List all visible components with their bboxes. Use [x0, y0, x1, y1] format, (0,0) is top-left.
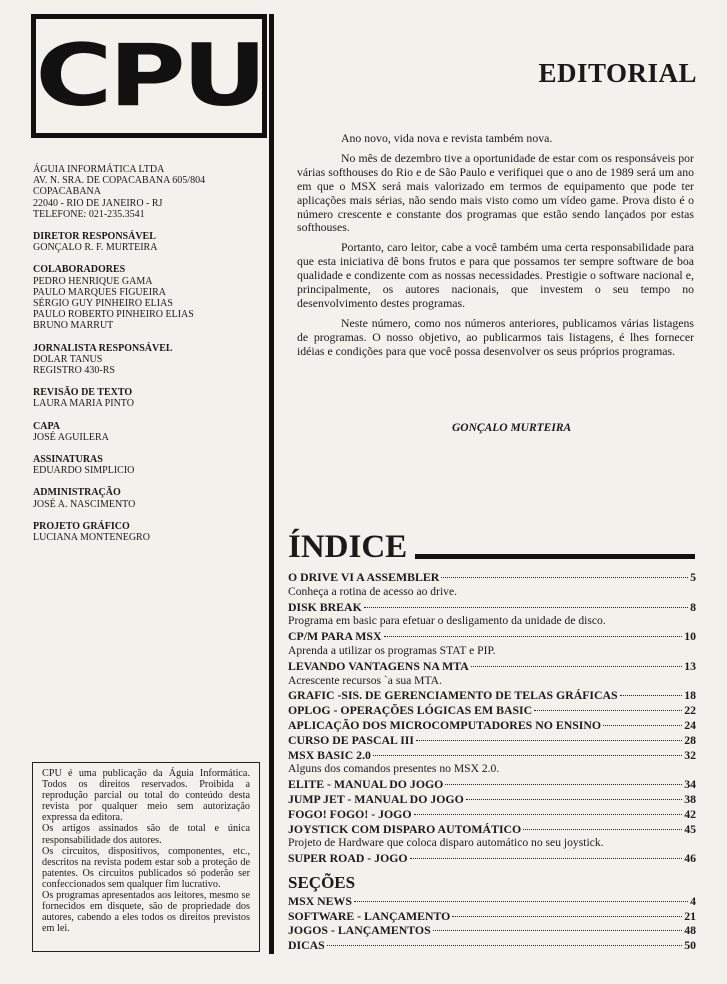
page-number: 8 [690, 599, 696, 614]
role-name: JOSÉ A. NASCIMENTO [33, 498, 136, 510]
logo-box [31, 14, 267, 138]
dot-leader [410, 858, 683, 859]
dot-leader [373, 755, 682, 756]
section-entry[interactable] [288, 923, 696, 938]
entry-title: MSX NEWS [288, 893, 352, 908]
role-name: SÉRGIO GUY PINHEIRO ELIAS [33, 298, 173, 310]
dot-leader [384, 636, 683, 637]
staff-role [33, 264, 261, 331]
editorial-paragraph: Neste número, como nos números anteriores, publicamos várias listagens de programas. O nosso objetivo, ao publicarmos tais listagens, é lhes fornecer idéias e condições para que você possa desenvolver os seus próprios programas. [297, 315, 694, 358]
page-number: 5 [690, 570, 696, 584]
editorial-signature: GONÇALO MURTEIRA [452, 422, 572, 434]
sections-list [288, 894, 696, 953]
index-entry[interactable] [288, 748, 696, 763]
role-name: BRUNO MARRUT [33, 320, 114, 332]
dot-leader [364, 607, 688, 608]
index-entry[interactable] [288, 792, 696, 807]
dot-leader [523, 829, 682, 830]
editorial-paragraph: No mês de dezembro tive a oportunidade de estar com os responsáveis por várias softhouses do Rio e de São Paulo e verifiquei que o ano de 1989 será um ano em que o MSX será mais valorizado em termos de equipamento que pode ter aplicações mais sérias, não sendo mais visto como um vídeo game. Prova disto é o número crescente e constante dos programas que estão sendo lançados por estas softhouses. [297, 150, 694, 235]
entry-title: DICAS [288, 938, 325, 953]
page-number: 22 [684, 703, 696, 718]
page-number: 13 [684, 658, 696, 673]
legal-notice [32, 762, 260, 952]
section-entry[interactable] [288, 938, 696, 953]
page-number: 50 [684, 938, 696, 953]
dot-leader [471, 666, 682, 667]
publisher-line: COPACABANA [33, 186, 101, 198]
entry-title: SOFTWARE - LANÇAMENTO [288, 908, 451, 923]
role-name: LAURA MARIA PINTO [33, 398, 134, 410]
section-entry[interactable] [288, 909, 696, 924]
dot-leader [603, 725, 682, 726]
entry-title: CP/M PARA MSX [288, 629, 382, 644]
vertical-divider [269, 14, 274, 954]
entry-description: Acrescente recursos `a sua MTA. [288, 673, 442, 687]
editorial-paragraph: Portanto, caro leitor, cabe a você também uma certa responsabilidade para que esta iniciativa dê bons frutos e para que possamos ter sempre software de boa qualidade e condizente com as nossas necessidades. Prestigie o software nacional e, principalmente, os autores nacionais, que investem o seu tempo no desenvolvimento destes programas. [297, 240, 694, 310]
dot-leader [354, 901, 688, 902]
role-heading: ASSINATURAS [33, 454, 103, 466]
entry-title: LEVANDO VANTAGENS NA MTA [288, 658, 469, 673]
role-name: GONÇALO R. F. MURTEIRA [33, 242, 158, 254]
publisher-line: 22040 - RIO DE JANEIRO - RJ [33, 197, 163, 209]
cpu-logo: CPU [34, 26, 264, 126]
dot-leader [414, 814, 683, 815]
staff-role [33, 487, 261, 509]
staff-role [33, 343, 261, 377]
entry-description: Aprenda a utilizar os programas STAT e PIP. [288, 643, 496, 657]
index-entry[interactable] [288, 703, 696, 718]
legal-paragraph: Os circuitos, dispositivos, componentes, etc., descritos na revista podem estar sob a proteção de patentes. Os circuitos publicados só poderão ser confeccionados sem qualquer fim lucrativo. [42, 845, 250, 890]
staff-role [33, 521, 261, 543]
index-list [288, 570, 696, 866]
role-name: PEDRO HENRIQUE GAMA [33, 275, 153, 287]
page-number: 32 [684, 747, 696, 762]
index-header [288, 528, 695, 564]
role-heading: REVISÃO DE TEXTO [33, 387, 133, 399]
editorial-title: EDITORIAL [538, 58, 697, 88]
role-heading: COLABORADORES [33, 264, 126, 276]
staff-role [33, 231, 261, 253]
index-entry[interactable] [288, 688, 696, 703]
role-name: EDUARDO SIMPLICIO [33, 465, 135, 477]
entry-title: ELITE - MANUAL DO JOGO [288, 777, 444, 792]
entry-title: JOYSTICK COM DISPARO AUTOMÁTICO [288, 821, 522, 836]
legal-paragraph: Os artigos assinados são de total e única responsabilidade dos autores. [42, 823, 250, 846]
staff-role [33, 387, 261, 409]
role-name: PAULO MARQUES FIGUEIRA [33, 286, 166, 298]
index-title: ÍNDICE [288, 529, 408, 565]
publisher-line: AV. N. SRA. DE COPACABANA 605/804 [33, 175, 206, 187]
publisher-line: ÁGUIA INFORMÁTICA LTDA [33, 164, 165, 175]
entry-title: JUMP JET - MANUAL DO JOGO [288, 791, 464, 806]
index-rule [415, 554, 695, 559]
entry-title: MSX BASIC 2.0 [288, 747, 371, 762]
page-number: 45 [684, 821, 696, 836]
dot-leader [433, 930, 683, 931]
dot-leader [534, 710, 682, 711]
index-entry[interactable] [288, 570, 696, 585]
role-name: REGISTRO 430-RS [33, 365, 115, 377]
page-number: 48 [684, 923, 696, 938]
page-number: 4 [690, 893, 696, 908]
page-number: 46 [684, 851, 696, 866]
page-number: 24 [684, 717, 696, 732]
index-entry[interactable] [288, 659, 696, 674]
page-number: 42 [684, 806, 696, 821]
dot-leader [327, 945, 682, 946]
editorial-body [297, 132, 694, 365]
role-name: PAULO ROBERTO PINHEIRO ELIAS [33, 309, 194, 321]
entry-title: GRAFIC -SIS. DE GERENCIAMENTO DE TELAS GRÁFICAS [288, 688, 618, 703]
dot-leader [441, 577, 688, 578]
entry-title: DISK BREAK [288, 599, 362, 614]
page-number: 28 [684, 732, 696, 747]
dot-leader [466, 799, 682, 800]
entry-title: JOGOS - LANÇAMENTOS [288, 923, 431, 938]
index-entry[interactable] [288, 777, 696, 792]
entry-title: FOGO! FOGO! - JOGO [288, 806, 412, 821]
dot-leader [452, 916, 682, 917]
role-heading: ADMINISTRAÇÃO [33, 487, 121, 499]
entry-title: APLICAÇÃO DOS MICROCOMPUTADORES NO ENSINO [288, 717, 602, 732]
page-number: 21 [684, 908, 696, 923]
publisher-line: TELEFONE: 021-235.3541 [33, 208, 145, 220]
entry-description: Projeto de Hardware que coloca disparo automático no seu joystick. [288, 836, 604, 850]
entry-description: Alguns dos comandos presentes no MSX 2.0. [288, 762, 500, 776]
section-entry[interactable] [288, 894, 696, 909]
page-number: 34 [684, 777, 696, 792]
role-heading: DIRETOR RESPONSÁVEL [33, 231, 156, 243]
staff-role [33, 421, 261, 443]
entry-title: OPLOG - OPERAÇÕES LÓGICAS EM BASIC [288, 703, 533, 718]
publisher-info [33, 164, 261, 220]
legal-paragraph: CPU é uma publicação da Águia Informática. Todos os direitos reservados. Proibida a reprodução parcial ou total do conteúdo desta revista por qualquer meio sem autorização expressa da editora. [42, 768, 250, 824]
index-entry[interactable] [288, 851, 696, 866]
entry-title: SUPER ROAD - JOGO [288, 851, 408, 866]
role-name: JOSÉ AGUILERA [33, 431, 109, 443]
masthead [33, 164, 261, 554]
index-entry[interactable] [288, 629, 696, 644]
entry-title: O DRIVE VI A ASSEMBLER [288, 570, 440, 584]
entry-title: CURSO DE PASCAL III [288, 732, 414, 747]
page-number: 18 [684, 688, 696, 703]
index-entry[interactable] [288, 807, 696, 822]
role-name: LUCIANA MONTENEGRO [33, 532, 150, 544]
role-heading: PROJETO GRÁFICO [33, 520, 130, 532]
dot-leader [620, 695, 683, 696]
index-entry[interactable] [288, 822, 696, 837]
index-entry[interactable] [288, 733, 696, 748]
legal-paragraph: Os programas apresentados aos leitores, mesmo se fornecidos em disquete, são de propriedade dos autores, cabendo a eles todos os direitos previstos em lei. [42, 890, 250, 935]
entry-description: Conheça a rotina de acesso ao drive. [288, 584, 458, 598]
dot-leader [416, 740, 682, 741]
role-heading: JORNALISTA RESPONSÁVEL [33, 342, 173, 354]
page-number: 10 [684, 629, 696, 644]
staff-roles [33, 231, 261, 543]
index-entry[interactable] [288, 718, 696, 733]
entry-description: Programa em basic para efetuar o desligamento da unidade de disco. [288, 614, 606, 628]
staff-role [33, 454, 261, 476]
role-heading: CAPA [33, 420, 61, 432]
page-number: 38 [684, 791, 696, 806]
role-name: DOLAR TANUS [33, 353, 103, 365]
table-of-contents [288, 570, 696, 953]
index-entry[interactable] [288, 600, 696, 615]
editorial-paragraph: Ano novo, vida nova e revista também nova. [341, 131, 553, 145]
sections-title: SEÇÕES [288, 872, 356, 892]
dot-leader [445, 784, 682, 785]
